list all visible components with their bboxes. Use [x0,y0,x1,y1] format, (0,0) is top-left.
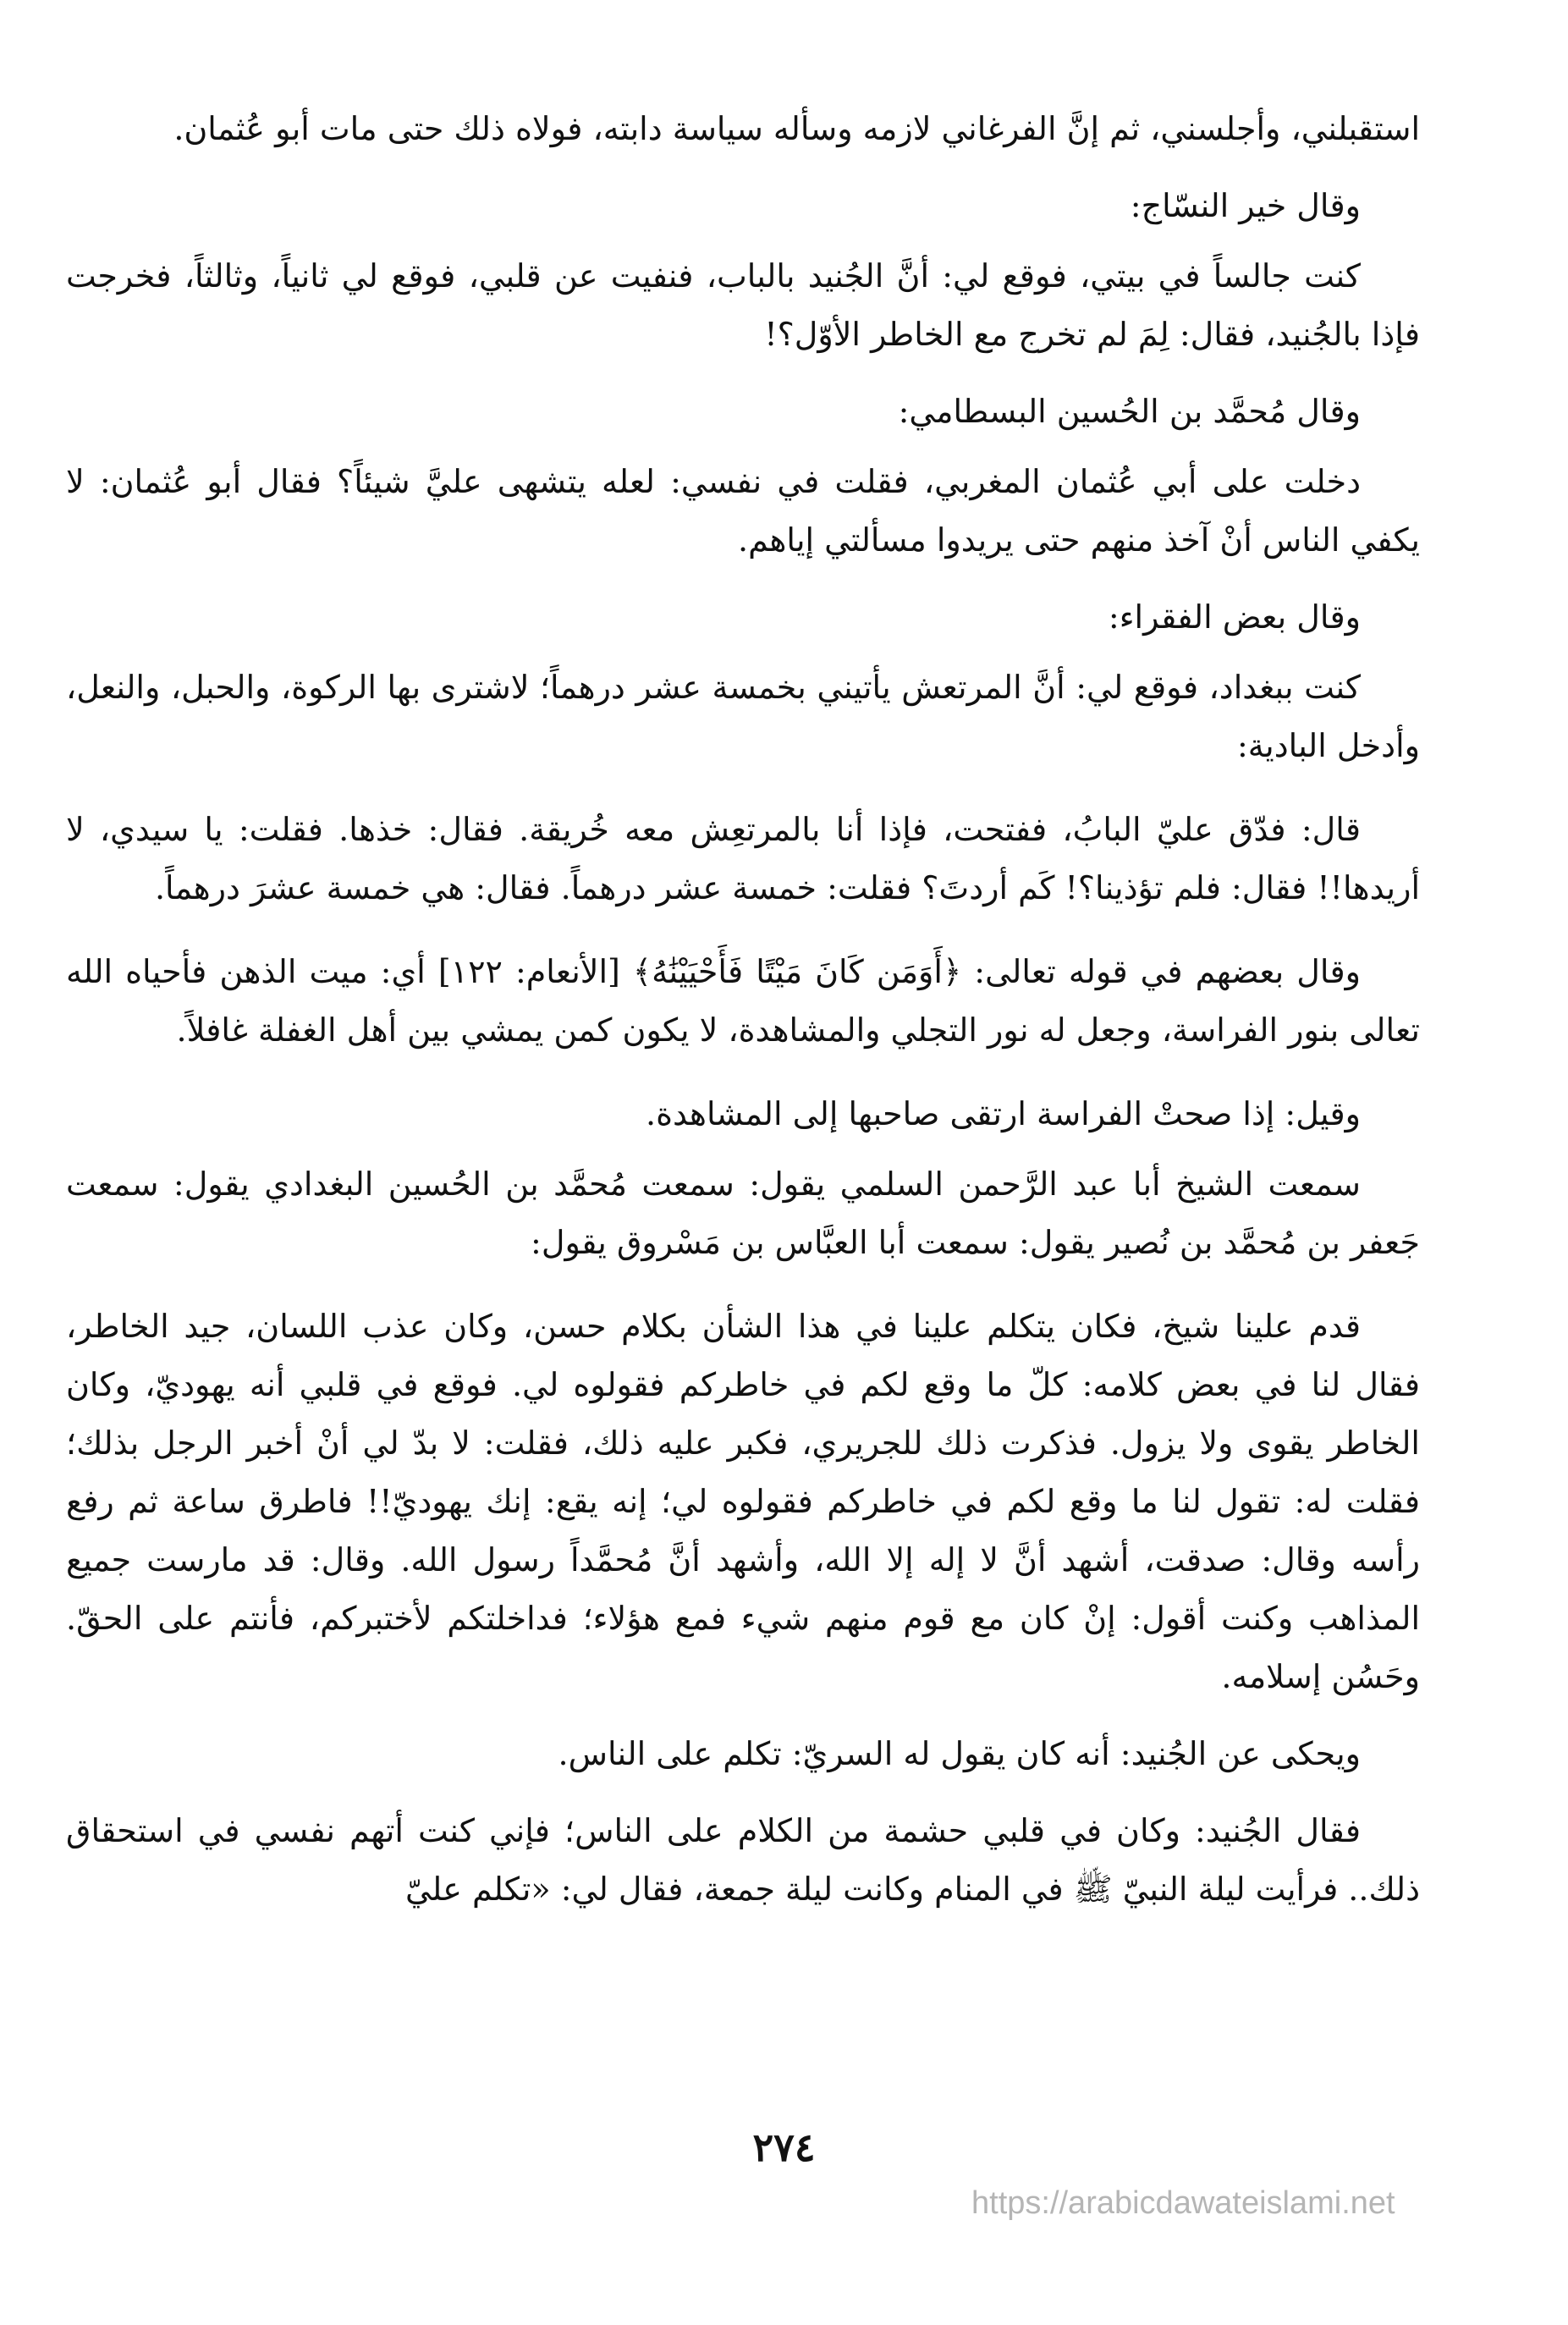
paragraph-firasa-saying: وقيل: إذا صحتْ الفراسة ارتقى صاحبها إلى المشاهدة. [646,1095,1361,1132]
paragraph-bistami-story: دخلت على أبي عُثمان المغربي، فقلت في نفسي: لعله يتشهى عليَّ شيئاً؟ فقال أبو عُثمان: لا يكفي الناس أنْ آخذ منهم حتى يريدوا مسألتي إياهم. [66,463,1420,559]
body-text [66,100,1420,1919]
paragraph-isnad-chain: سمعت الشيخ أبا عبد الرَّحمن السلمي يقول: سمعت مُحمَّد بن الحُسين البغدادي يقول: سمعت جَعفر بن مُحمَّد بن نُصير يقول: سمعت أبا العبَّاس بن مَسْروق يقول: [66,1165,1420,1261]
paragraph-murtaish-dialogue: قال: فدّق عليّ البابُ، ففتحت، فإذا أنا بالمرتعِش معه خُريقة. فقال: خذها. فقلت: يا سيدي، لا أريدها!! فقال: فلم تؤذينا؟! كَم أردتَ؟ فقلت: خمسة عشر درهماً. فقال: هي خمسة عشرَ درهماً. [66,811,1420,906]
page-number: ٢٧٤ [752,2124,816,2170]
paragraph-junayd-sari: ويحكى عن الجُنيد: أنه كان يقول له السريّ: تكلم على الناس. [558,1735,1361,1772]
watermark-url: https://arabicdawateislami.net [971,2185,1395,2221]
paragraph-quran-verse: وقال بعضهم في قوله تعالى: ﴿أَوَمَن كَانَ مَيْتًا فَأَحْيَيْنَٰهُ﴾ [الأنعام: ١٢٢] أي: ميت الذهن فأحياه الله تعالى بنور الفراسة، وجعل له نور التجلي والمشاهدة، لا يكون كمن يمشي بين أهل الغفلة غافلاً. [66,953,1420,1049]
paragraph-sheikh-story: قدم علينا شيخ، فكان يتكلم علينا في هذا الشأن بكلام حسن، وكان عذب اللسان، جيد الخاطر، فقال لنا في بعض كلامه: كلّ ما وقع لكم في خاطركم فقولوه لي. فوقع في قلبي أنه يهوديّ، وكان الخاطر يقوى ولا يزول. فذكرت ذلك للجريري، فكبر عليه ذلك، فقلت: لا بدّ لي أنْ أخبر الرجل بذلك؛ فقلت له: تقول لنا ما وقع لكم في خاطركم فقولوه لي؛ إنه يقع: إنك يهوديّ!! فاطرق ساعة ثم رفع رأسه وقال: صدقت، أشهد أنَّ لا إله إلا الله، وأشهد أنَّ مُحمَّداً رسول الله. وقال: قد مارست جميع المذاهب وكنت أقول: إنْ كان مع قوم منهم شيء فمع هؤلاء؛ فداخلتكم لأختبركم، فأنتم على الحقّ. وحَسُن إسلامه. [66,1308,1420,1695]
paragraph-khayr-intro: وقال خير النسّاج: [1130,187,1361,224]
paragraph-opening: استقبلني، وأجلسني، ثم إنَّ الفرغاني لازمه وسأله سياسة دابته، فولاه ذلك حتى مات أبو عُثمان. [173,110,1420,147]
paragraph-junayd-dream: فقال الجُنيد: وكان في قلبي حشمة من الكلام على الناس؛ فإني كنت أتهم نفسي في استحقاق ذلك.. فرأيت ليلة النبيّ ﷺ في المنام وكانت ليلة جمعة، فقال لي: «تكلم عليّ [66,1812,1420,1908]
paragraph-baghdad-story: كنت ببغداد، فوقع لي: أنَّ المرتعش يأتيني بخمسة عشر درهماً؛ لاشترى بها الركوة، والحبل، والنعل، وأدخل البادية: [66,669,1420,764]
paragraph-bistami-intro: وقال مُحمَّد بن الحُسين البسطامي: [898,393,1361,430]
paragraph-fuqara-intro: وقال بعض الفقراء: [1108,598,1361,636]
paragraph-khayr-story: كنت جالساً في بيتي، فوقع لي: أنَّ الجُنيد بالباب، فنفيت عن قلبي، فوقع لي ثانياً، وثالثاً، فخرجت فإذا بالجُنيد، فقال: لِمَ لم تخرج مع الخاطر الأوّل؟! [66,257,1420,353]
